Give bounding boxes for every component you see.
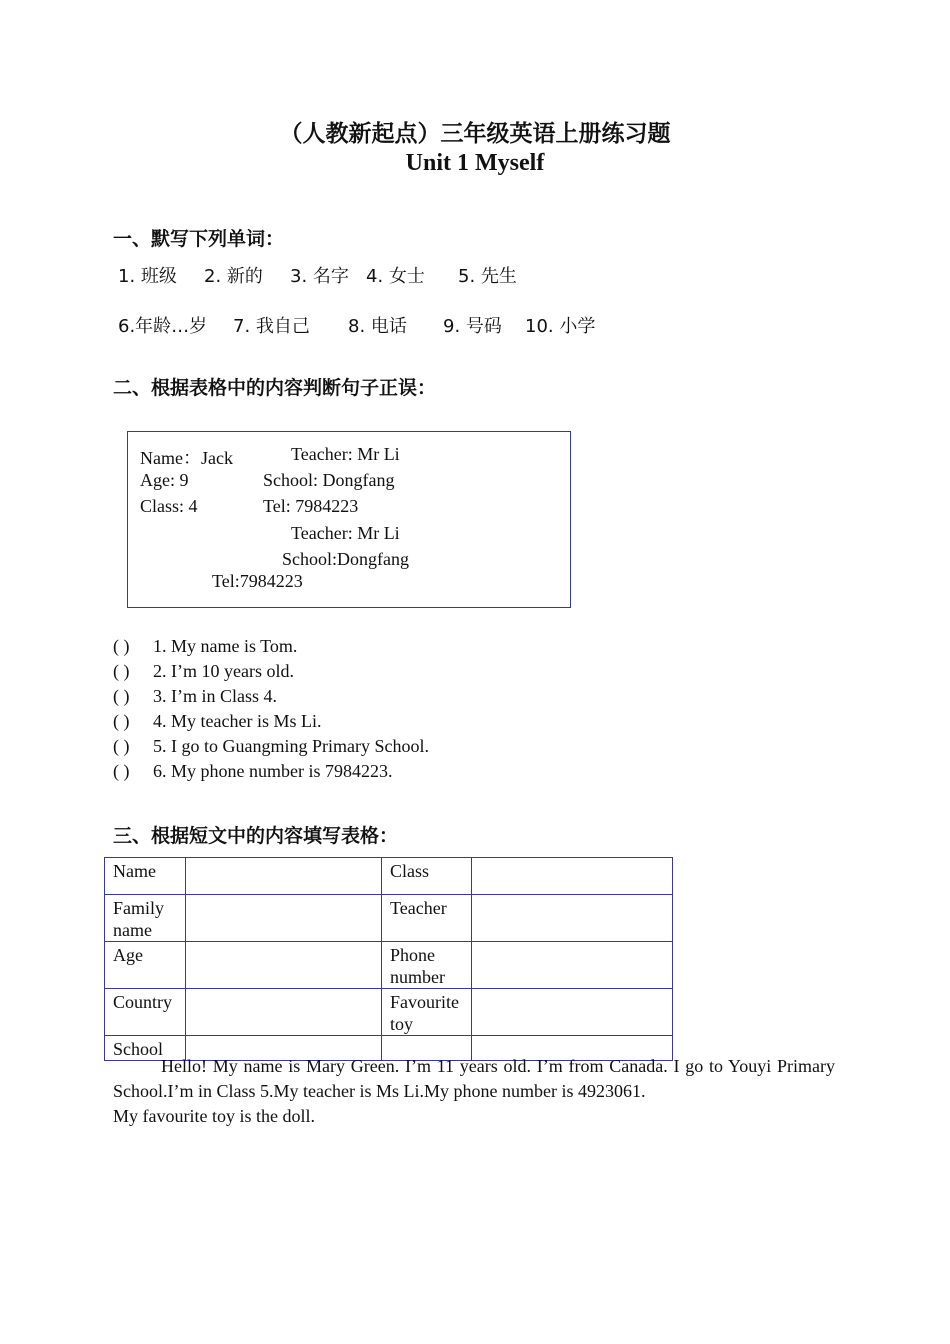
page-title: （人教新起点）三年级英语上册练习题 — [279, 121, 671, 147]
answer-cell[interactable] — [186, 858, 382, 895]
question-item — [113, 661, 294, 682]
answer-blank[interactable]: ( ) — [113, 761, 130, 781]
vocab-item: 7. 我自己 — [233, 316, 310, 337]
info-class: Class: 4 — [140, 496, 198, 516]
row-label: School — [105, 1036, 186, 1061]
answer-cell[interactable] — [186, 989, 382, 1036]
question-item — [113, 736, 429, 757]
answer-cell[interactable] — [186, 942, 382, 989]
table-row — [105, 942, 673, 989]
vocab-item: 6.年龄…岁 — [118, 316, 208, 337]
question-text: 3. I’m in Class 4. — [153, 686, 277, 706]
question-item — [113, 636, 297, 657]
vocab-item: 9. 号码 — [443, 316, 502, 337]
row-label: Name — [105, 858, 186, 895]
row-label: Family name — [105, 895, 186, 942]
answer-cell[interactable] — [186, 895, 382, 942]
answer-cell[interactable] — [472, 942, 673, 989]
question-item — [113, 686, 277, 707]
info-teacher-repeat: Teacher: Mr Li — [291, 523, 400, 543]
vocab-item: 10. 小学 — [525, 316, 596, 337]
question-item — [113, 761, 392, 782]
answer-blank[interactable]: ( ) — [113, 686, 130, 706]
reading-passage — [113, 1054, 835, 1129]
vocab-item: 5. 先生 — [458, 266, 517, 287]
question-text: 1. My name is Tom. — [153, 636, 298, 656]
row-label: Age — [105, 942, 186, 989]
answer-blank[interactable]: ( ) — [113, 711, 130, 731]
section3-heading: 三、根据短文中的内容填写表格： — [113, 825, 399, 847]
row-label: Country — [105, 989, 186, 1036]
row-label: Phone number — [382, 942, 472, 989]
question-text: 5. I go to Guangming Primary School. — [153, 736, 429, 756]
section1-heading: 一、默写下列单词： — [113, 228, 285, 250]
vocab-item: 2. 新的 — [204, 266, 263, 287]
table-row — [105, 858, 673, 895]
row-label: Favourite toy — [382, 989, 472, 1036]
table-row — [105, 989, 673, 1036]
vocab-item: 3. 名字 — [290, 266, 349, 287]
row-label: Teacher — [382, 895, 472, 942]
answer-blank[interactable]: ( ) — [113, 736, 130, 756]
answer-blank[interactable]: ( ) — [113, 661, 130, 681]
info-name: Name：Jack — [140, 448, 233, 468]
answer-blank[interactable]: ( ) — [113, 636, 130, 656]
answer-cell[interactable] — [472, 895, 673, 942]
page-subtitle: Unit 1 Myself — [405, 150, 545, 176]
answer-cell[interactable] — [472, 989, 673, 1036]
info-tel: Tel: 7984223 — [263, 496, 359, 516]
row-label: Class — [382, 858, 472, 895]
info-school-repeat: School:Dongfang — [282, 549, 409, 569]
vocab-item: 8. 电话 — [348, 316, 407, 337]
question-text: 6. My phone number is 7984223. — [153, 761, 393, 781]
fill-table — [104, 857, 673, 1061]
passage-paragraph: My favourite toy is the doll. — [113, 1106, 315, 1126]
vocab-item: 1. 班级 — [118, 266, 177, 287]
info-teacher: Teacher: Mr Li — [291, 444, 400, 464]
question-item — [113, 711, 321, 732]
info-school: School: Dongfang — [263, 470, 395, 490]
answer-cell[interactable] — [472, 858, 673, 895]
vocab-item: 4. 女士 — [366, 266, 425, 287]
question-text: 2. I’m 10 years old. — [153, 661, 294, 681]
info-age: Age: 9 — [140, 470, 189, 490]
table-row — [105, 895, 673, 942]
info-tel-repeat: Tel:7984223 — [212, 571, 303, 591]
section2-heading: 二、根据表格中的内容判断句子正误： — [113, 377, 437, 399]
passage-paragraph: Hello! My name is Mary Green. I’m 11 years old. I’m from Canada. I go to Youyi Primary School.I’m in Class 5.My teacher is Ms Li.My phone number is 4923061. — [113, 1056, 835, 1101]
question-text: 4. My teacher is Ms Li. — [153, 711, 322, 731]
